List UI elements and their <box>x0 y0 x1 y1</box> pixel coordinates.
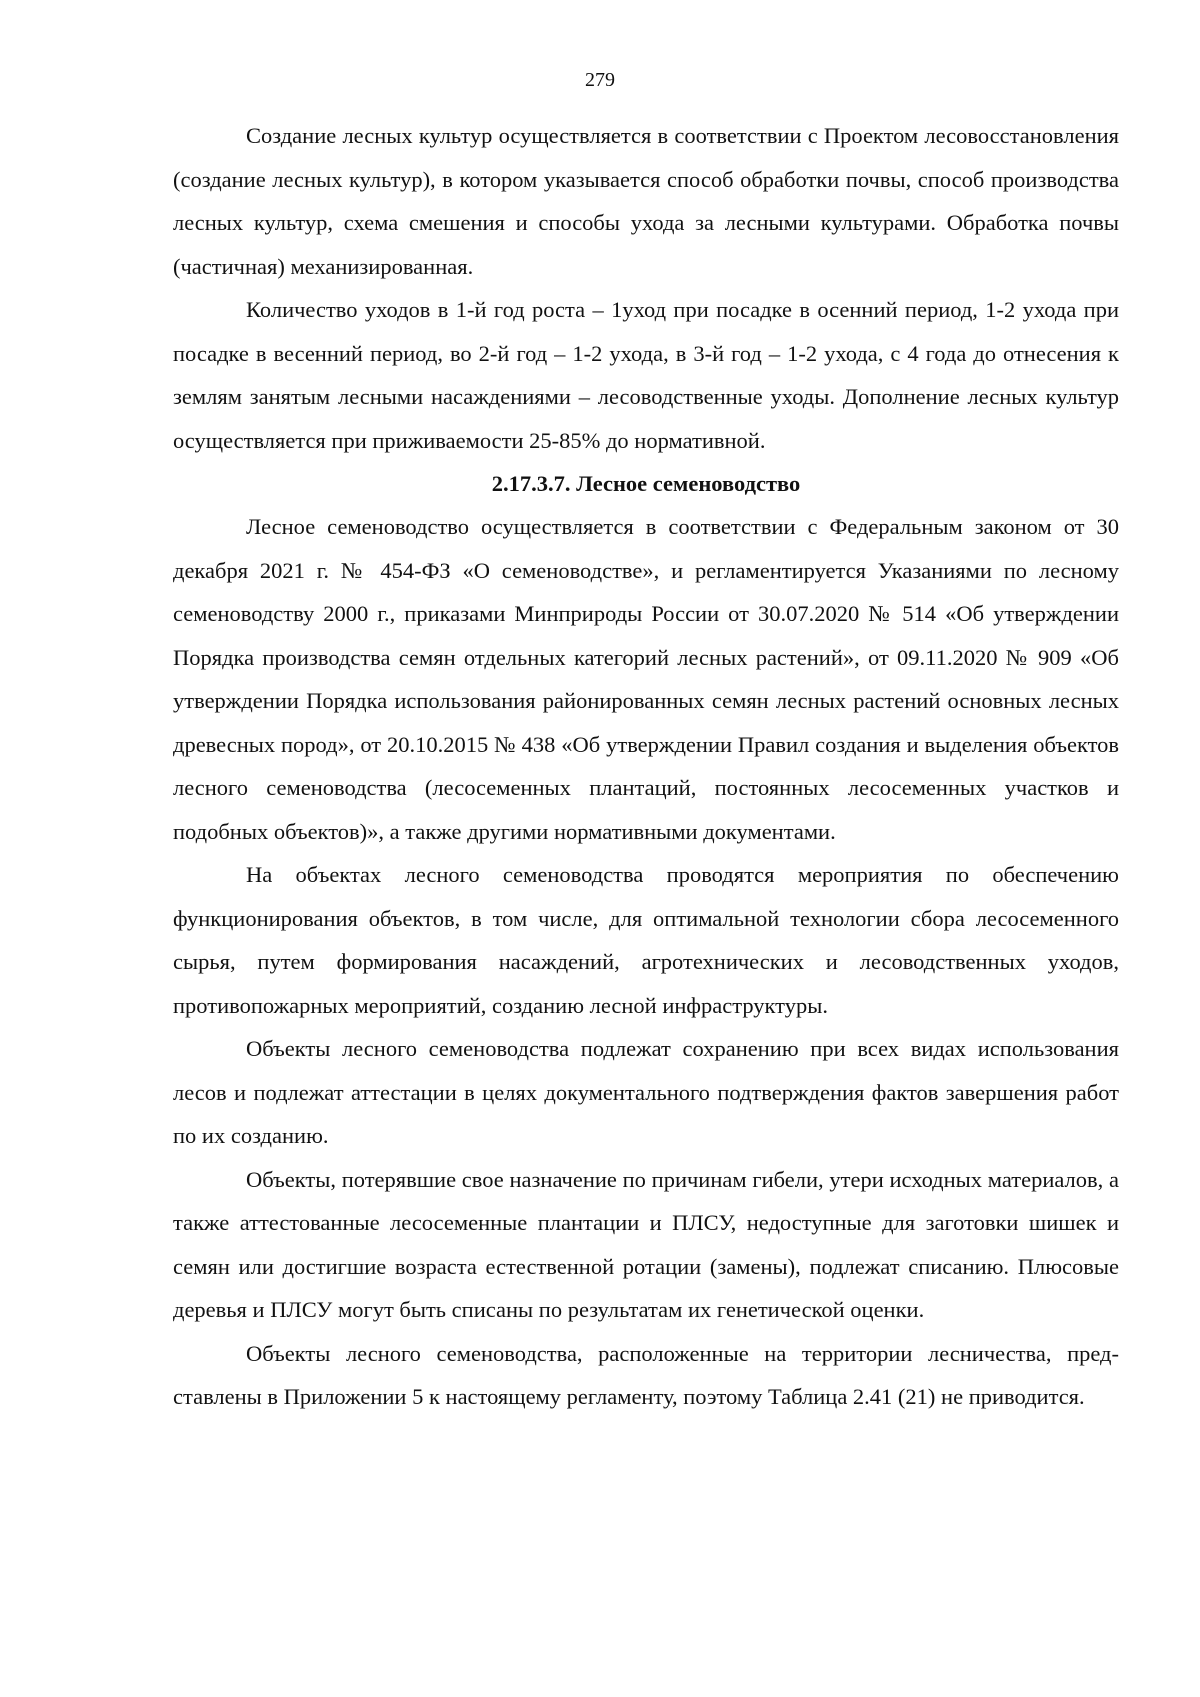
page-number: 279 <box>585 69 615 91</box>
section-heading: 2.17.3.7. Лесное семеноводство <box>491 471 801 496</box>
paragraph-appendix-reference: Объекты лесного семеноводства, расположенные на территории лесничества, представлены в Приложении 5 к настоящему регламенту, поэтому Таблица 2.41 (21) не приводится. <box>173 1340 1119 1409</box>
page-content <box>173 114 1119 1419</box>
paragraph-seed-write-off: Объекты, потерявшие свое назначение по причинам гибели, утери исходных материалов, а также аттестованные лесосеменные плантации и ПЛСУ, недоступные для заготовки шишек и семян или достигшие возраста естественной ротации (замены), подлежат списанию. Плюсовые деревья и ПЛСУ могут быть списаны по результатам их генетической оценки. <box>173 1166 1119 1322</box>
paragraph-care-count: Количество уходов в 1-й год роста – 1уход при посадке в осенний период, 1-2 ухода при посадке в весенний период, во 2-й год – 1-2 ухода, в 3-й год – 1-2 ухода, с 4 года до отнесения к землям занятым лесными насаждениями – лесоводственные уходы. Дополнение лесных культур осуществляется при приживаемости 25-85% до нормативной. <box>173 297 1119 453</box>
paragraph-seed-regulation: Лесное семеноводство осуществляется в соответствии с Федеральным законом от 30 декабря 2021 г. № 454-ФЗ «О семеноводстве», и регламентируется Указаниями по лесному семеноводству 2000 г., приказами Минприроды России от 30.07.2020 № 514 «Об утверждении Порядка производства семян отдельных категорий лесных растений», от 09.11.2020 № 909 «Об утверждении Порядка использования районированных семян лесных растений основных лесных древесных пород», от 20.10.2015 № 438 «Об утверждении Правил создания и выделения объектов лесного семеноводства (лесосеменных плантаций, постоянных лесосеменных участков и подобных объектов)», а также другими нормативными документами. <box>173 514 1119 844</box>
paragraph-forest-crops-creation: Создание лесных культур осуществляется в соответствии с Проектом лесовосстановления (создание лесных культур), в котором указывается способ обработки почвы, способ производства лесных культур, схема смешения и способы ухода за лесными культурами. Обработка почвы (частичная) механизированная. <box>173 123 1119 279</box>
paragraph-seed-activities: На объектах лесного семеноводства проводятся мероприятия по обеспечению функционирования объектов, в том числе, для оптимальной технологии сбора лесосеменного сырья, путем формирования насаждений, агротехнических и лесоводственных уходов, противопожарных мероприятий, созданию лесной инфраструктуры. <box>173 862 1119 1018</box>
paragraph-seed-preservation: Объекты лесного семеноводства подлежат сохранению при всех видах использования лесов и подлежат аттестации в целях документального подтверждения фактов завершения работ по их созданию. <box>173 1036 1119 1148</box>
